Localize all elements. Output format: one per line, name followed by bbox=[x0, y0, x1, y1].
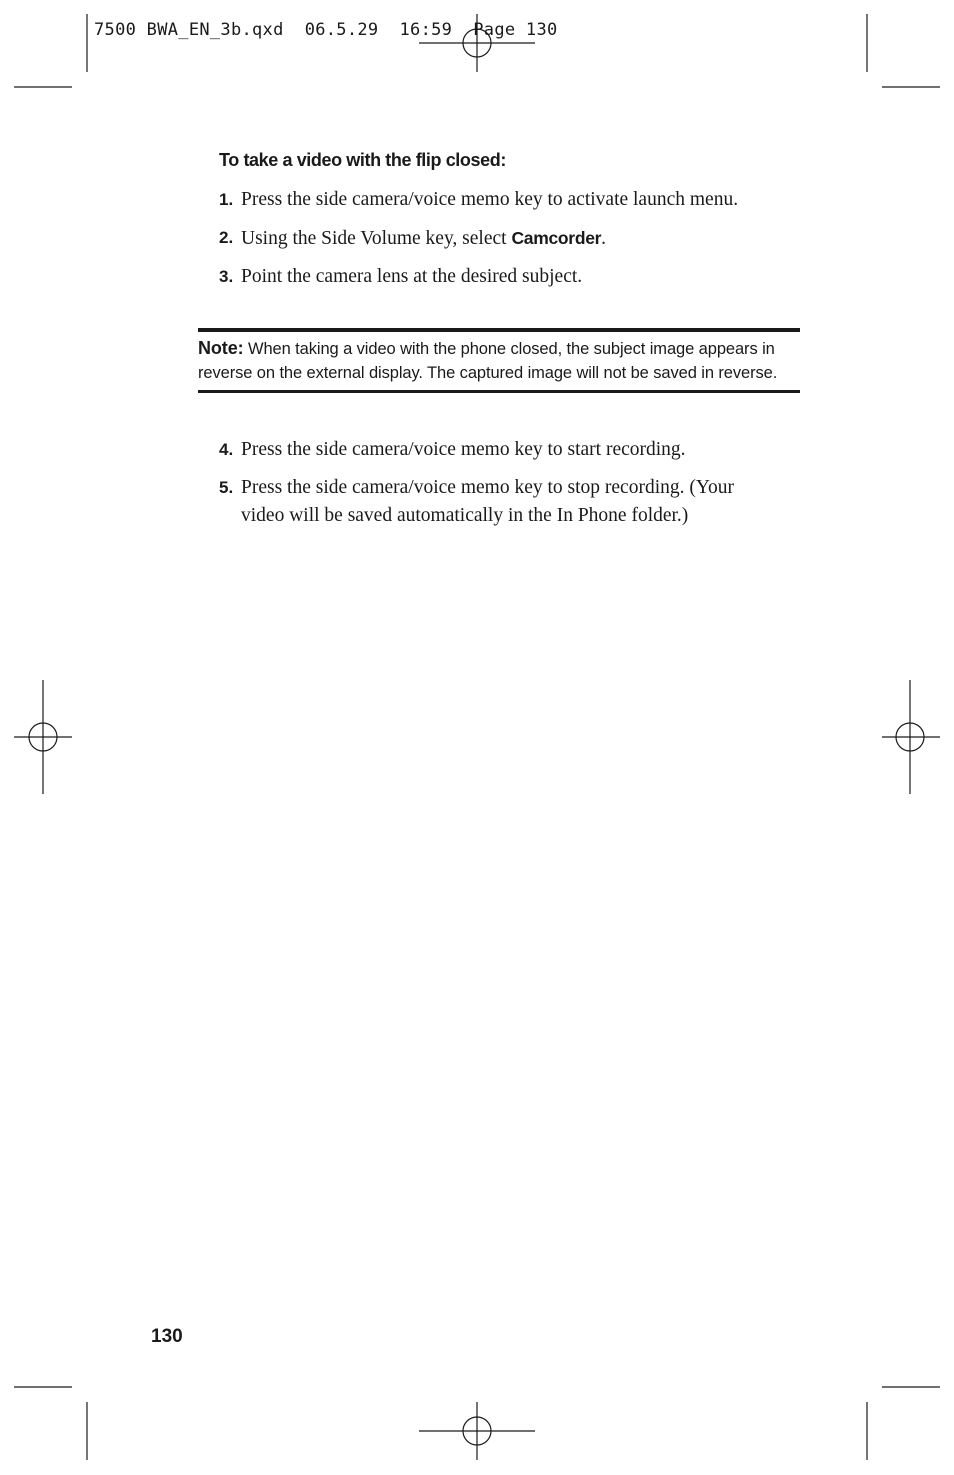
menu-option-keyword: Camcorder bbox=[511, 228, 602, 248]
step-4 bbox=[219, 436, 779, 464]
step-2 bbox=[219, 224, 779, 253]
note-text: When taking a video with the phone closed, the subject image appears in reverse on the external display. The captured image will not be saved in reverse. bbox=[198, 340, 778, 382]
section-subheading: To take a video with the flip closed: bbox=[219, 150, 506, 170]
step-text: Point the camera lens at the desired subject. bbox=[241, 266, 583, 287]
step-1 bbox=[219, 186, 779, 214]
step-text: Press the side camera/voice memo key to start recording. bbox=[241, 439, 686, 460]
note-label: Note: bbox=[198, 338, 244, 358]
steps-list-part-2 bbox=[219, 436, 779, 540]
step-text: Press the side camera/voice memo key to stop recording. (Your video will be saved automatically in the In Phone folder.) bbox=[241, 477, 734, 526]
step-3 bbox=[219, 263, 779, 291]
step-text-before: Using the Side Volume key, select bbox=[241, 228, 512, 249]
page-number: 130 bbox=[151, 1326, 183, 1347]
step-5 bbox=[219, 474, 779, 530]
print-slug-line: 7500 BWA_EN_3b.qxd 06.5.29 16:59 Page 130 bbox=[94, 20, 558, 40]
step-number: 2. bbox=[219, 228, 234, 247]
step-text-after: . bbox=[601, 228, 607, 249]
step-number: 3. bbox=[219, 267, 234, 286]
step-number: 4. bbox=[219, 440, 234, 459]
step-text bbox=[241, 224, 779, 253]
step-number: 5. bbox=[219, 478, 234, 497]
steps-list-part-1 bbox=[219, 186, 779, 301]
note-box bbox=[198, 328, 800, 393]
step-text: Press the side camera/voice memo key to activate launch menu. bbox=[241, 189, 739, 210]
step-number: 1. bbox=[219, 190, 234, 209]
